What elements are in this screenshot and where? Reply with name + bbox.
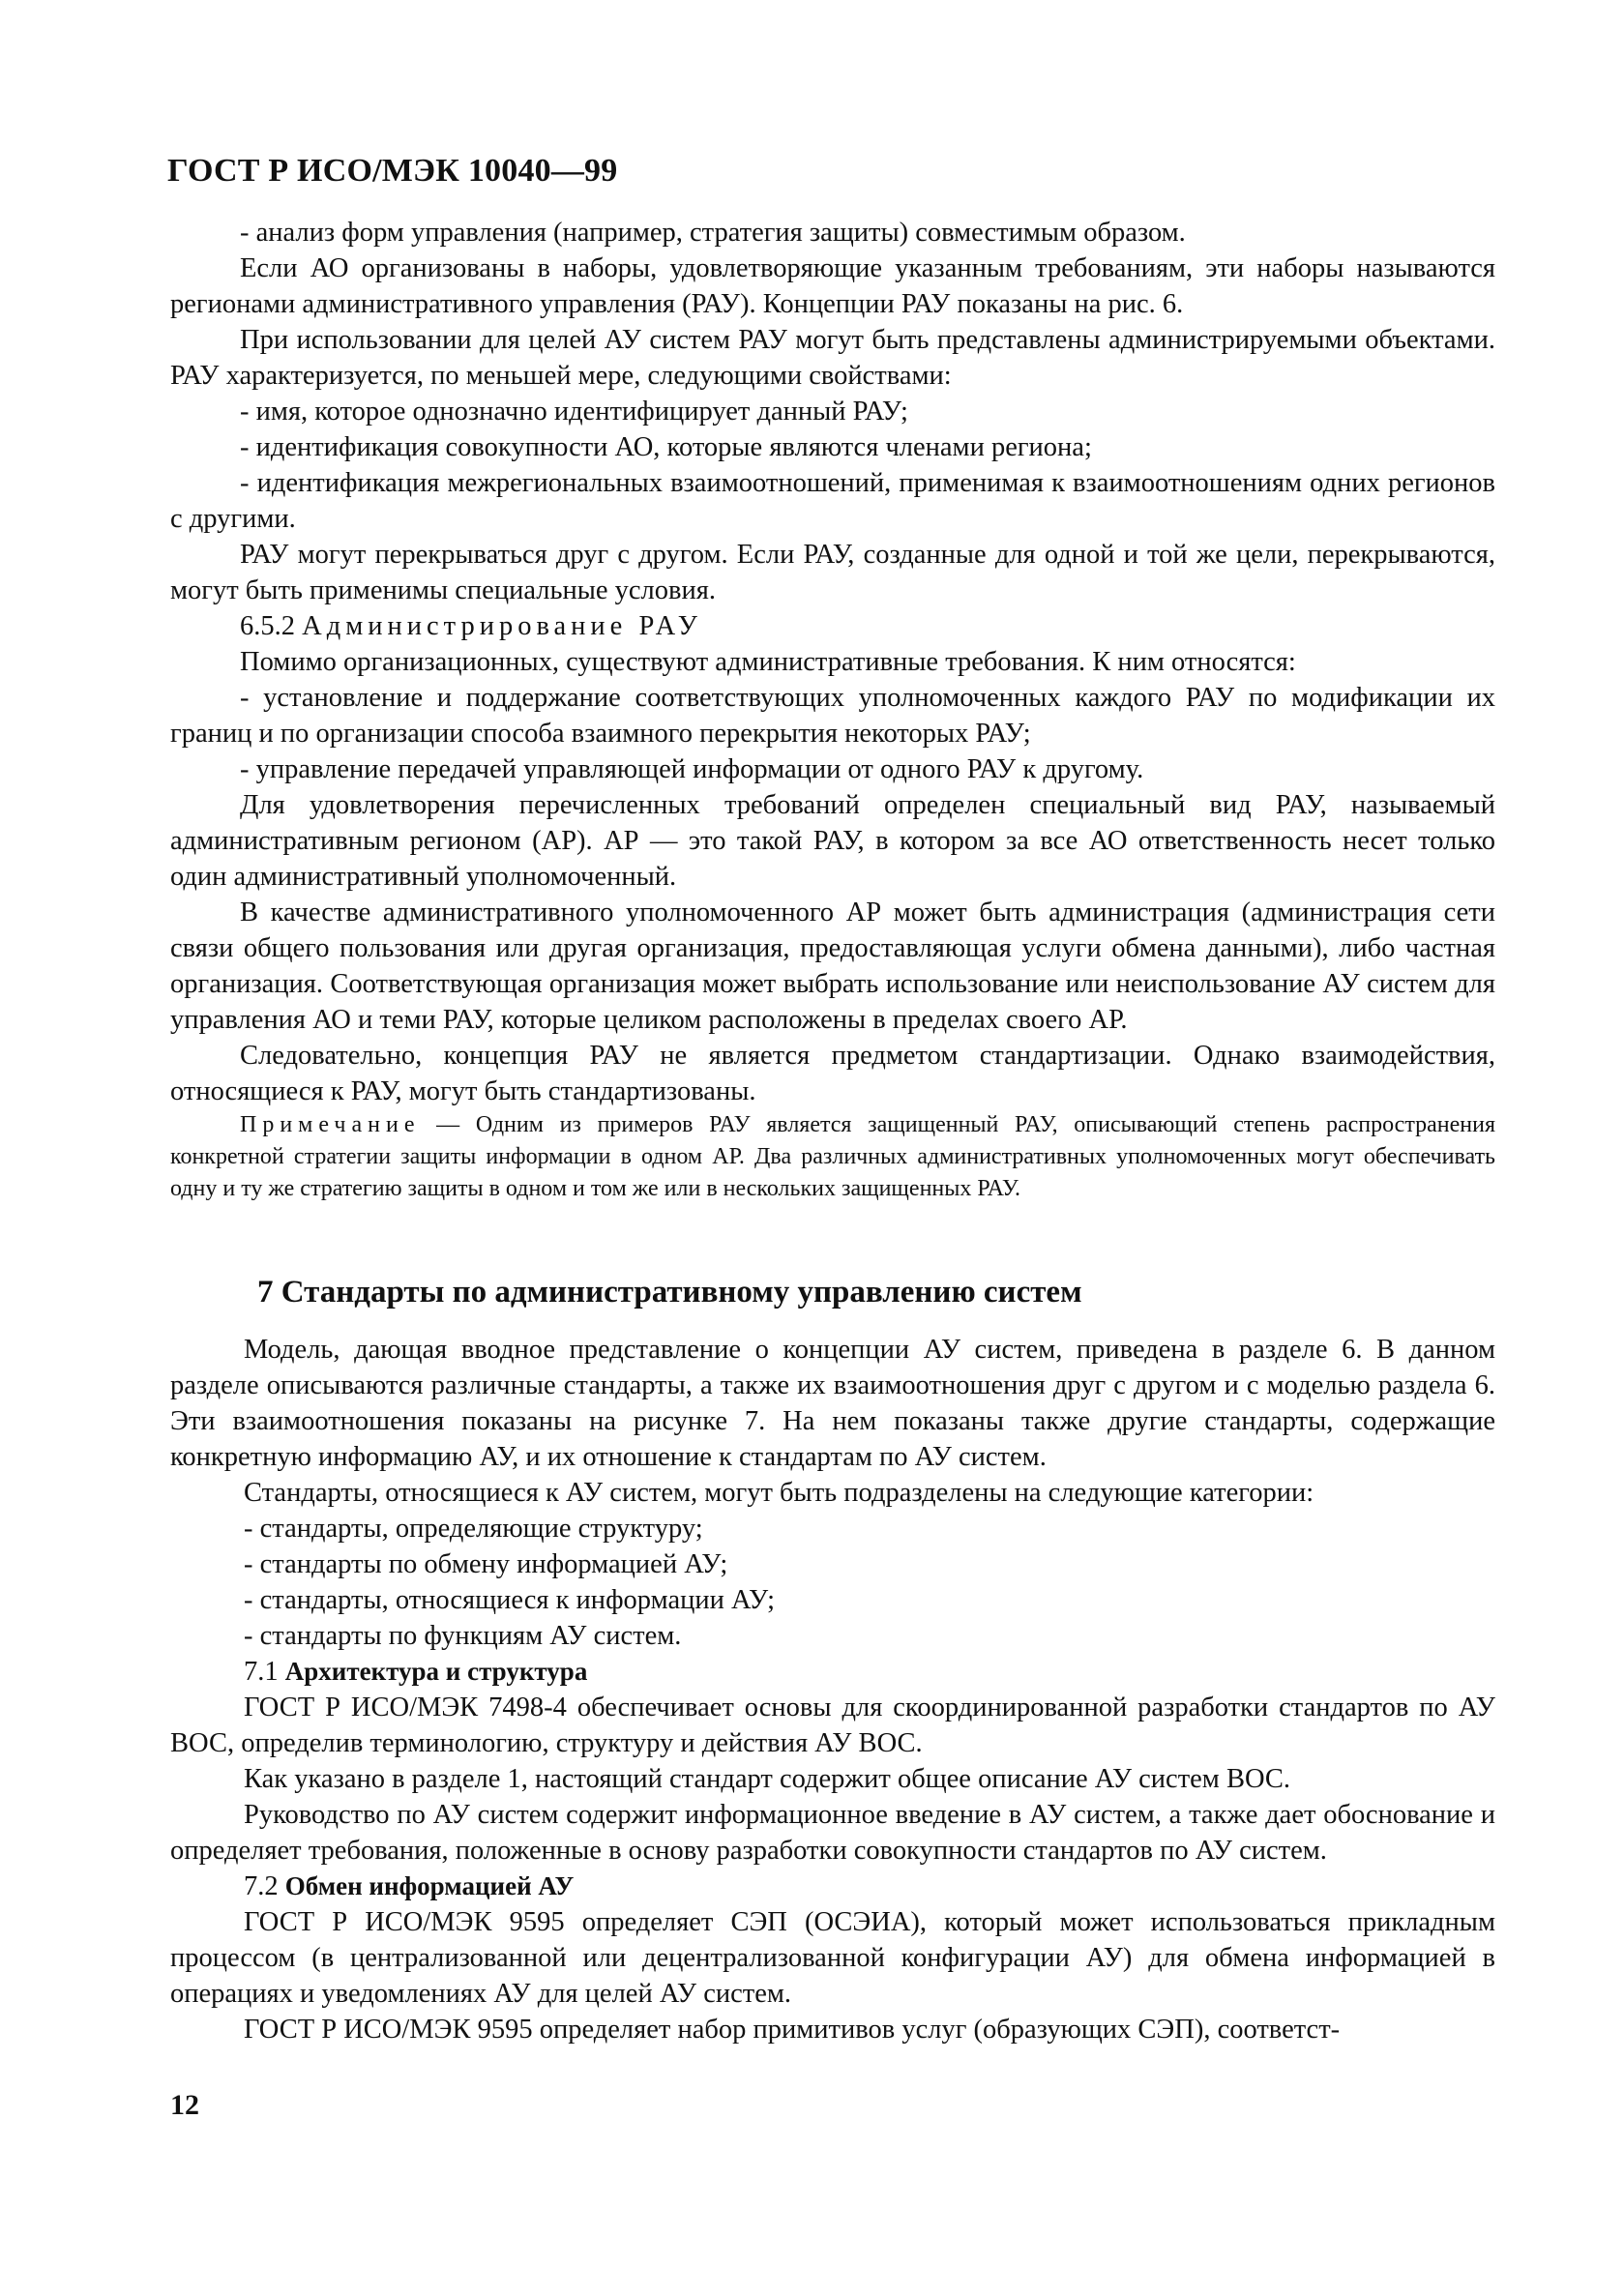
- subsection-heading: [170, 1869, 1495, 1904]
- paragraph: При использовании для целей АУ систем РАУ могут быть представлены администрируемыми объектами. РАУ характеризуется, по меньшей мере, следующими свойствами:: [170, 325, 1495, 391]
- list-item: - стандарты, определяющие структуру;: [244, 1514, 703, 1544]
- subsection-number: 6.5.2: [240, 611, 295, 641]
- document-header: ГОСТ Р ИСО/МЭК 10040—99: [167, 153, 618, 189]
- list-item: - стандарты, относящиеся к информации АУ;: [244, 1585, 776, 1615]
- paragraph: Помимо организационных, существуют административные требования. К ним относятся:: [240, 647, 1296, 677]
- paragraph: ГОСТ Р ИСО/МЭК 7498-4 обеспечивает основы для скоординированной разработки стандартов по АУ ВОС, определив терминологию, структуру и действия АУ ВОС.: [170, 1693, 1495, 1758]
- paragraph: Если АО организованы в наборы, удовлетворяющие указанным требованиям, эти наборы называются регионами административного управления (РАУ). Концепции РАУ показаны на рис. 6.: [170, 253, 1495, 319]
- paragraph: Модель, дающая вводное представление о концепции АУ систем, приведена в разделе 6. В данном разделе описываются различные стандарты, а также их взаимоотношения друг с другом и с моделью раздела 6. Эти взаимоотношения показаны на рисунке 7. На нем показаны также другие стандарты, содержащие конкретную информацию АУ, и их отношение к стандартам по АУ систем.: [170, 1335, 1495, 1472]
- list-item: - стандарты по функциям АУ систем.: [244, 1621, 682, 1651]
- note-label: Примечание: [240, 1112, 421, 1137]
- paragraph: Как указано в разделе 1, настоящий стандарт содержит общее описание АУ систем ВОС.: [244, 1764, 1291, 1794]
- paragraph: Следовательно, концепция РАУ не является предметом стандартизации. Однако взаимодействия, относящиеся к РАУ, могут быть стандартизованы.: [170, 1041, 1495, 1106]
- document-body: [170, 215, 1495, 2047]
- list-item: - идентификация межрегиональных взаимоотношений, применимая к взаимоотношениям одних регионов с другими.: [170, 468, 1495, 534]
- list-item: - установление и поддержание соответствующих уполномоченных каждого РАУ по модификации их границ и по организации способа взаимного перекрытия некоторых РАУ;: [170, 683, 1495, 749]
- paragraph: ГОСТ Р ИСО/МЭК 9595 определяет набор примитивов услуг (образующих СЭП), соответст-: [244, 2015, 1341, 2045]
- paragraph: РАУ могут перекрываться друг с другом. Если РАУ, созданные для одной и той же цели, перекрываются, могут быть применимы специальные условия.: [170, 540, 1495, 605]
- subsection-heading: [170, 1654, 1495, 1690]
- list-item: - управление передачей управляющей информации от одного РАУ к другому.: [240, 754, 1144, 784]
- page-number: 12: [170, 2089, 199, 2121]
- section-7-body: [170, 1332, 1495, 2047]
- list-item: - стандарты по обмену информацией АУ;: [244, 1549, 728, 1579]
- subsection-heading: [170, 608, 1495, 644]
- paragraph: Стандарты, относящиеся к АУ систем, могут быть подразделены на следующие категории:: [244, 1478, 1314, 1508]
- subsection-number: 7.2: [244, 1871, 279, 1901]
- paragraph: В качестве административного уполномоченного АР может быть администрация (администрация сети связи общего пользования или другая организация, предоставляющая услуги обмена данными), либо частная организация. Соответствующая организация может выбрать использование или неиспользование АУ систем для управления АО и теми РАУ, которые целиком расположены в пределах своего АР.: [170, 898, 1495, 1035]
- subsection-title: Архитектура и структура: [284, 1657, 588, 1686]
- note: [170, 1109, 1495, 1205]
- paragraph: - анализ форм управления (например, стратегия защиты) совместимым образом.: [240, 218, 1186, 248]
- list-item: - имя, которое однозначно идентифицирует данный РАУ;: [240, 397, 908, 427]
- list-item: - идентификация совокупности АО, которые являются членами региона;: [240, 432, 1092, 462]
- section-title: 7 Стандарты по административному управлению систем: [257, 1275, 1082, 1310]
- paragraph: ГОСТ Р ИСО/МЭК 9595 определяет СЭП (ОСЭИА), который может использоваться прикладным процессом (в централизованной или децентрализованной конфигурации АУ) для обмена информацией в операциях и уведомлениях АУ для целей АУ систем.: [170, 1907, 1495, 2009]
- subsection-title: Обмен информацией АУ: [284, 1871, 575, 1900]
- paragraph: Руководство по АУ систем содержит информационное введение в АУ систем, а также дает обоснование и определяет требования, положенные в основу разработки совокупности стандартов по АУ систем.: [170, 1800, 1495, 1866]
- subsection-number: 7.1: [244, 1657, 279, 1687]
- note-text: — Одним из примеров РАУ является защищенный РАУ, описывающий степень распространения конкретной стратегии защиты информации в одном АР. Два различных административных уполномоченных могут обеспечивать одну и ту же стратегию защиты в одном и том же или в нескольких защищенных РАУ.: [170, 1112, 1495, 1201]
- subsection-title: Администрирование РАУ: [302, 611, 702, 641]
- paragraph: Для удовлетворения перечисленных требований определен специальный вид РАУ, называемый административным регионом (АР). АР — это такой РАУ, в котором за все АО ответственность несет только один административный уполномоченный.: [170, 790, 1495, 892]
